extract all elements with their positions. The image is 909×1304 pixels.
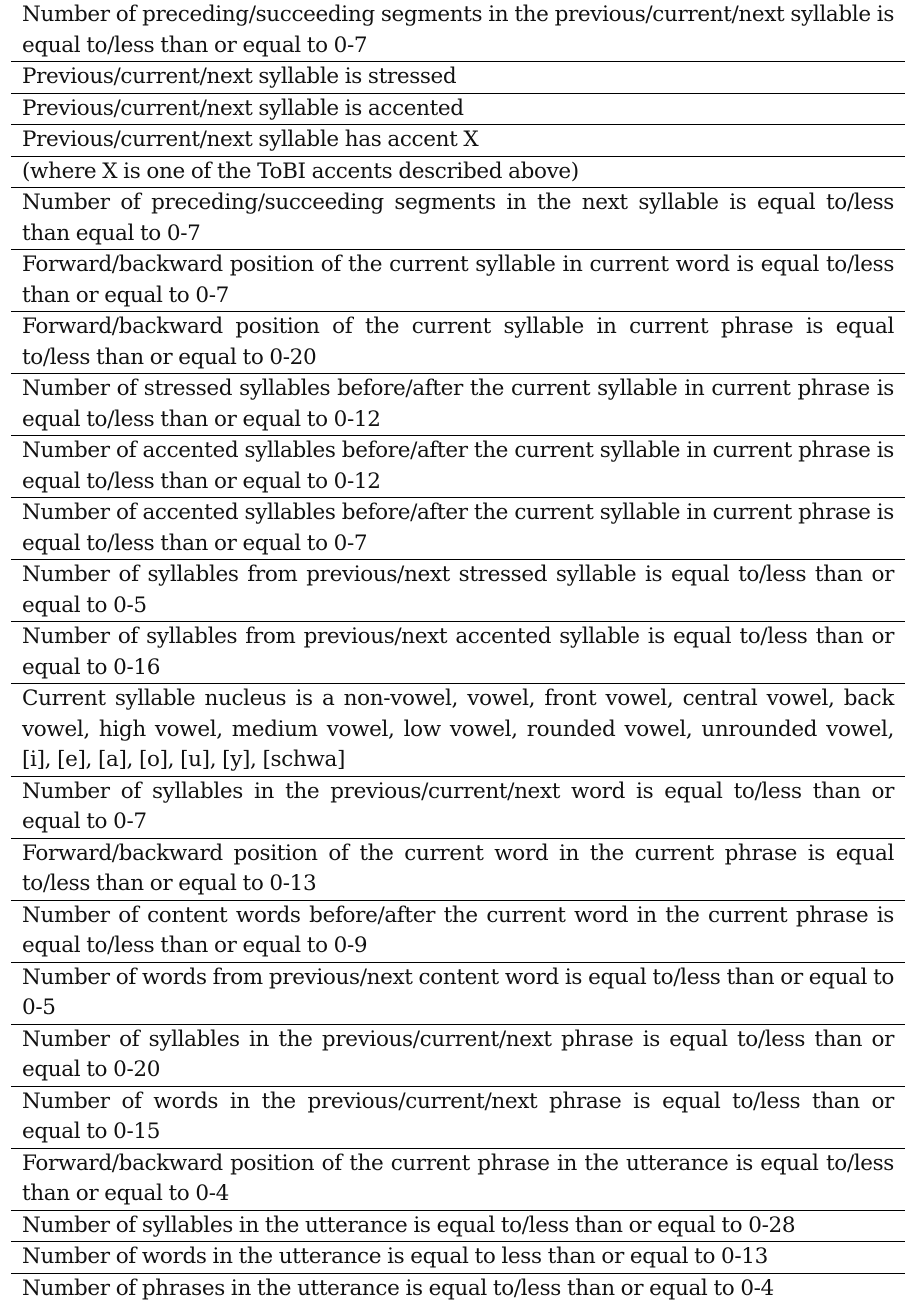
table-row: Number of syllables from previous/next accented syllable is equal to/less than or equal to 0-16 xyxy=(11,622,905,684)
table-row: Number of syllables in the previous/current/next phrase is equal to/less than or equal to 0-20 xyxy=(11,1025,905,1087)
table-row: Number of syllables in the utterance is equal to/less than or equal to 0-28 xyxy=(11,1211,905,1243)
table-row: (where X is one of the ToBI accents described above) xyxy=(11,157,905,189)
table-row: Previous/current/next syllable is accented xyxy=(11,94,905,126)
table-row: Number of preceding/succeeding segments in the next syllable is equal to/less than equal to 0-7 xyxy=(11,188,905,250)
table-row: Number of content words before/after the current word in the current phrase is equal to/less than or equal to 0-9 xyxy=(11,901,905,963)
table-row: Number of preceding/succeeding segments in the previous/current/next syllable is equal to/less than or equal to 0-7 xyxy=(11,0,905,62)
table-row: Previous/current/next syllable is stressed xyxy=(11,62,905,94)
table-row: Number of stressed syllables before/after the current syllable in current phrase is equal to/less than or equal to 0-12 xyxy=(11,374,905,436)
table-row: Previous/current/next syllable has accent X xyxy=(11,125,905,157)
table-row: Forward/backward position of the current syllable in current word is equal to/less than or equal to 0-7 xyxy=(11,250,905,312)
table-row: Forward/backward position of the current phrase in the utterance is equal to/less than or equal to 0-4 xyxy=(11,1149,905,1211)
table-row: Number of words from previous/next content word is equal to/less than or equal to 0-5 xyxy=(11,963,905,1025)
table-row: Current syllable nucleus is a non-vowel, vowel, front vowel, central vowel, back vowel, high vowel, medium vowel, low vowel, rounded vowel, unrounded vowel, [i], [e], [a], [o], [u], [y], [schwa] xyxy=(11,684,905,777)
table-row: Number of syllables in the previous/current/next word is equal to/less than or equal to 0-7 xyxy=(11,777,905,839)
table-row: Forward/backward position of the current syllable in current phrase is equal to/less than or equal to 0-20 xyxy=(11,312,905,374)
table-row: Number of syllables from previous/next stressed syllable is equal to/less than or equal to 0-5 xyxy=(11,560,905,622)
table-row: Number of words in the previous/current/next phrase is equal to/less than or equal to 0-15 xyxy=(11,1087,905,1149)
table-row: Forward/backward position of the current word in the current phrase is equal to/less than or equal to 0-13 xyxy=(11,839,905,901)
table-row: Number of accented syllables before/after the current syllable in current phrase is equal to/less than or equal to 0-7 xyxy=(11,498,905,560)
table-row: Number of phrases in the utterance is equal to/less than or equal to 0-4 xyxy=(11,1274,905,1304)
table-row: Number of accented syllables before/after the current syllable in current phrase is equal to/less than or equal to 0-12 xyxy=(11,436,905,498)
table-row: Number of words in the utterance is equal to less than or equal to 0-13 xyxy=(11,1242,905,1274)
feature-table xyxy=(11,0,905,1304)
